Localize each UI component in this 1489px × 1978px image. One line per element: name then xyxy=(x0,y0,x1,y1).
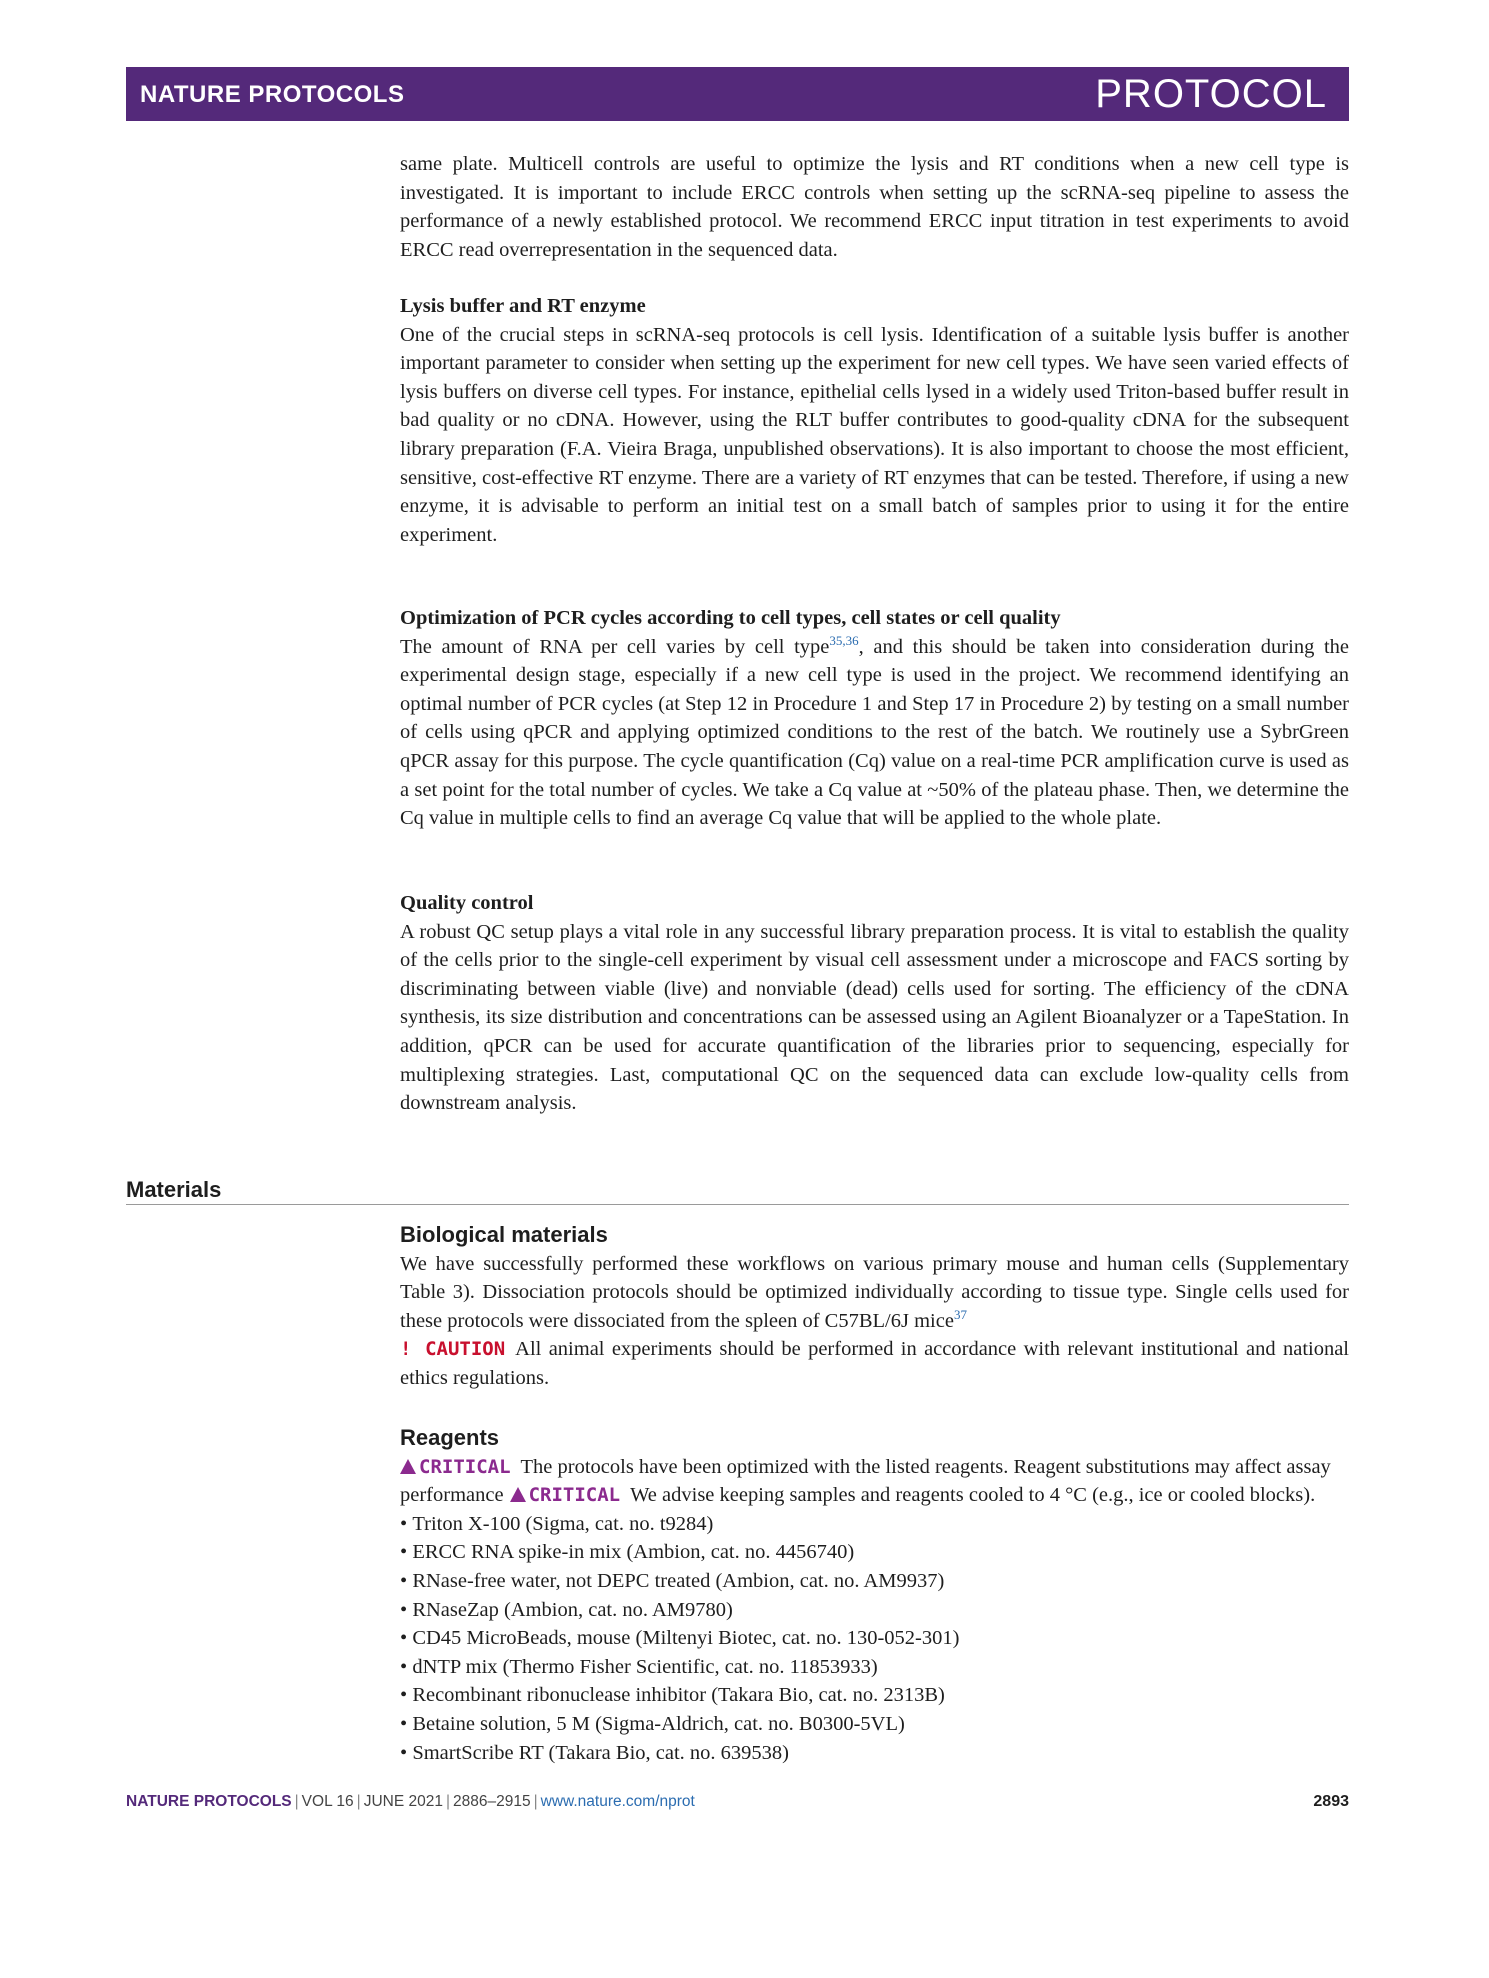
footer-volume: VOL 16 xyxy=(301,1793,354,1810)
footer-date: JUNE 2021 xyxy=(363,1793,443,1810)
page-number: 2893 xyxy=(1313,1793,1349,1810)
qc-paragraph: A robust QC setup plays a vital role in any successful library preparation process. It is vital to establish the quality of the cells prior to the single-cell experiment by visual cell assessment under a microscope and FACS sorting by discriminating between viable (live) and nonviable (dead) cells used for sorting. The efficiency of the cDNA synthesis, its size distribution and concentrations can be assessed using an Agilent Bioanalyzer or a TapeStation. In addition, qPCR can be used for accurate quantification of the libraries prior to sequencing, especially for multiplexing strategies. Last, computational QC on the sequenced data can exclude low-quality cells from downstream analysis. xyxy=(400,920,1349,1115)
bio-text: We have successfully performed these workflows on various primary mouse and human cells (Supplementary Table 3). Dissociation protocols should be optimized individually according to tissue type. Single cells used for these protocols were dissociated from the spleen of C57BL/6J mice xyxy=(400,1252,1349,1332)
biological-materials-title: Biological materials xyxy=(400,1222,608,1247)
lysis-title: Lysis buffer and RT enzyme xyxy=(400,295,646,317)
reagent-item: • SmartScribe RT (Takara Bio, cat. no. 639538) xyxy=(400,1739,1349,1768)
critical-note-1: The protocols have been optimized with the listed reagents. Reagent substitutions may affect assay performance xyxy=(400,1455,1331,1507)
reagent-item: • Recombinant ribonuclease inhibitor (Takara Bio, cat. no. 2313B) xyxy=(400,1681,1349,1710)
reagents-section xyxy=(400,1424,1349,1767)
critical-triangle-icon xyxy=(510,1487,526,1502)
lysis-paragraph: One of the crucial steps in scRNA-seq protocols is cell lysis. Identification of a suitable lysis buffer is another important parameter to consider when setting up the experiment for new cell types. We have seen varied effects of lysis buffers on diverse cell types. For instance, epithelial cells lysed in a widely used Triton-based buffer result in bad quality or no cDNA. However, using the RLT buffer contributes to good-quality cDNA for the subsequent library preparation (F.A. Vieira Braga, unpublished observations). It is also important to choose the most efficient, sensitive, cost-effective RT enzyme. There are a variety of RT enzymes that can be tested. Therefore, if using a new enzyme, it is advisable to perform an initial test on a small batch of samples prior to using it for the entire experiment. xyxy=(400,323,1349,546)
critical-triangle-icon xyxy=(400,1459,416,1474)
journal-banner xyxy=(126,67,1349,121)
pcr-text-b: , and this should be taken into consideration during the experimental design stage, especially if a new cell type is used in the project. We recommend identifying an optimal number of PCR cycles (at Step 12 in Procedure 1 and Step 17 in Procedure 2) by testing on a small number of cells using qPCR and applying optimized conditions to the rest of the batch. We routinely use a SybrGreen qPCR assay for this purpose. The cycle quantification (Cq) value on a real-time PCR amplification curve is used as a set point for the total number of cycles. We take a Cq value at ~50% of the plateau phase. Then, we determine the Cq value in multiple cells to find an average Cq value that will be applied to the whole plate. xyxy=(400,635,1349,830)
reagent-item: • RNase-free water, not DEPC treated (Ambion, cat. no. AM9937) xyxy=(400,1567,1349,1596)
footer-journal: NATURE PROTOCOLS xyxy=(126,1793,292,1810)
pcr-paragraph xyxy=(400,633,1349,833)
reagent-item: • RNaseZap (Ambion, cat. no. AM9780) xyxy=(400,1596,1349,1625)
footer-citation: NATURE PROTOCOLS | VOL 16 | JUNE 2021 | 2886–2915 | www.nature.com/nprot xyxy=(126,1793,695,1810)
pcr-reference[interactable]: 35,36 xyxy=(829,632,859,648)
bio-reference[interactable]: 37 xyxy=(953,1306,967,1322)
biological-materials-paragraph xyxy=(400,1250,1349,1393)
reagents-critical-notes xyxy=(400,1453,1349,1510)
article-type: PROTOCOL xyxy=(1095,72,1327,116)
biological-materials-section xyxy=(400,1221,1349,1393)
footer-url-link[interactable]: www.nature.com/nprot xyxy=(540,1793,695,1810)
pcr-text-a: The amount of RNA per cell varies by cell type xyxy=(400,635,830,658)
qc-title: Quality control xyxy=(400,892,534,914)
intro-section xyxy=(400,150,1349,264)
critical-label: CRITICAL xyxy=(419,1455,511,1478)
critical-label: CRITICAL xyxy=(528,1484,621,1507)
critical-note-2: We advise keeping samples and reagents cooled to 4 °C (e.g., ice or cooled blocks). xyxy=(630,1484,1316,1507)
caution-label: ! CAUTION xyxy=(400,1338,506,1361)
reagent-item: • CD45 MicroBeads, mouse (Miltenyi Biotec, cat. no. 130-052-301) xyxy=(400,1624,1349,1653)
footer-pages: 2886–2915 xyxy=(453,1793,531,1810)
journal-name: NATURE PROTOCOLS xyxy=(140,81,405,108)
reagent-item: • Triton X-100 (Sigma, cat. no. t9284) xyxy=(400,1510,1349,1539)
qc-section xyxy=(400,889,1349,1118)
pcr-section xyxy=(400,604,1349,833)
reagent-item: • dNTP mix (Thermo Fisher Scientific, cat. no. 11853933) xyxy=(400,1653,1349,1682)
reagents-title: Reagents xyxy=(400,1425,500,1450)
intro-paragraph: same plate. Multicell controls are useful to optimize the lysis and RT conditions when a new cell type is investigated. It is important to include ERCC controls when setting up the scRNA-seq pipeline to assess the performance of a newly established protocol. We recommend ERCC input titration in test experiments to avoid ERCC read overrepresentation in the sequenced data. xyxy=(400,153,1349,261)
materials-heading: Materials xyxy=(126,1177,1349,1205)
reagent-list xyxy=(400,1510,1349,1767)
pcr-title: Optimization of PCR cycles according to cell types, cell states or cell quality xyxy=(400,607,1061,629)
reagent-item: • ERCC RNA spike-in mix (Ambion, cat. no. 4456740) xyxy=(400,1538,1349,1567)
page-footer xyxy=(126,1793,1349,1817)
caution-text: All animal experiments should be performed in accordance with relevant institutional and national ethics regulations. xyxy=(400,1338,1349,1389)
lysis-section xyxy=(400,292,1349,549)
reagent-item: • Betaine solution, 5 M (Sigma-Aldrich, cat. no. B0300-5VL) xyxy=(400,1710,1349,1739)
